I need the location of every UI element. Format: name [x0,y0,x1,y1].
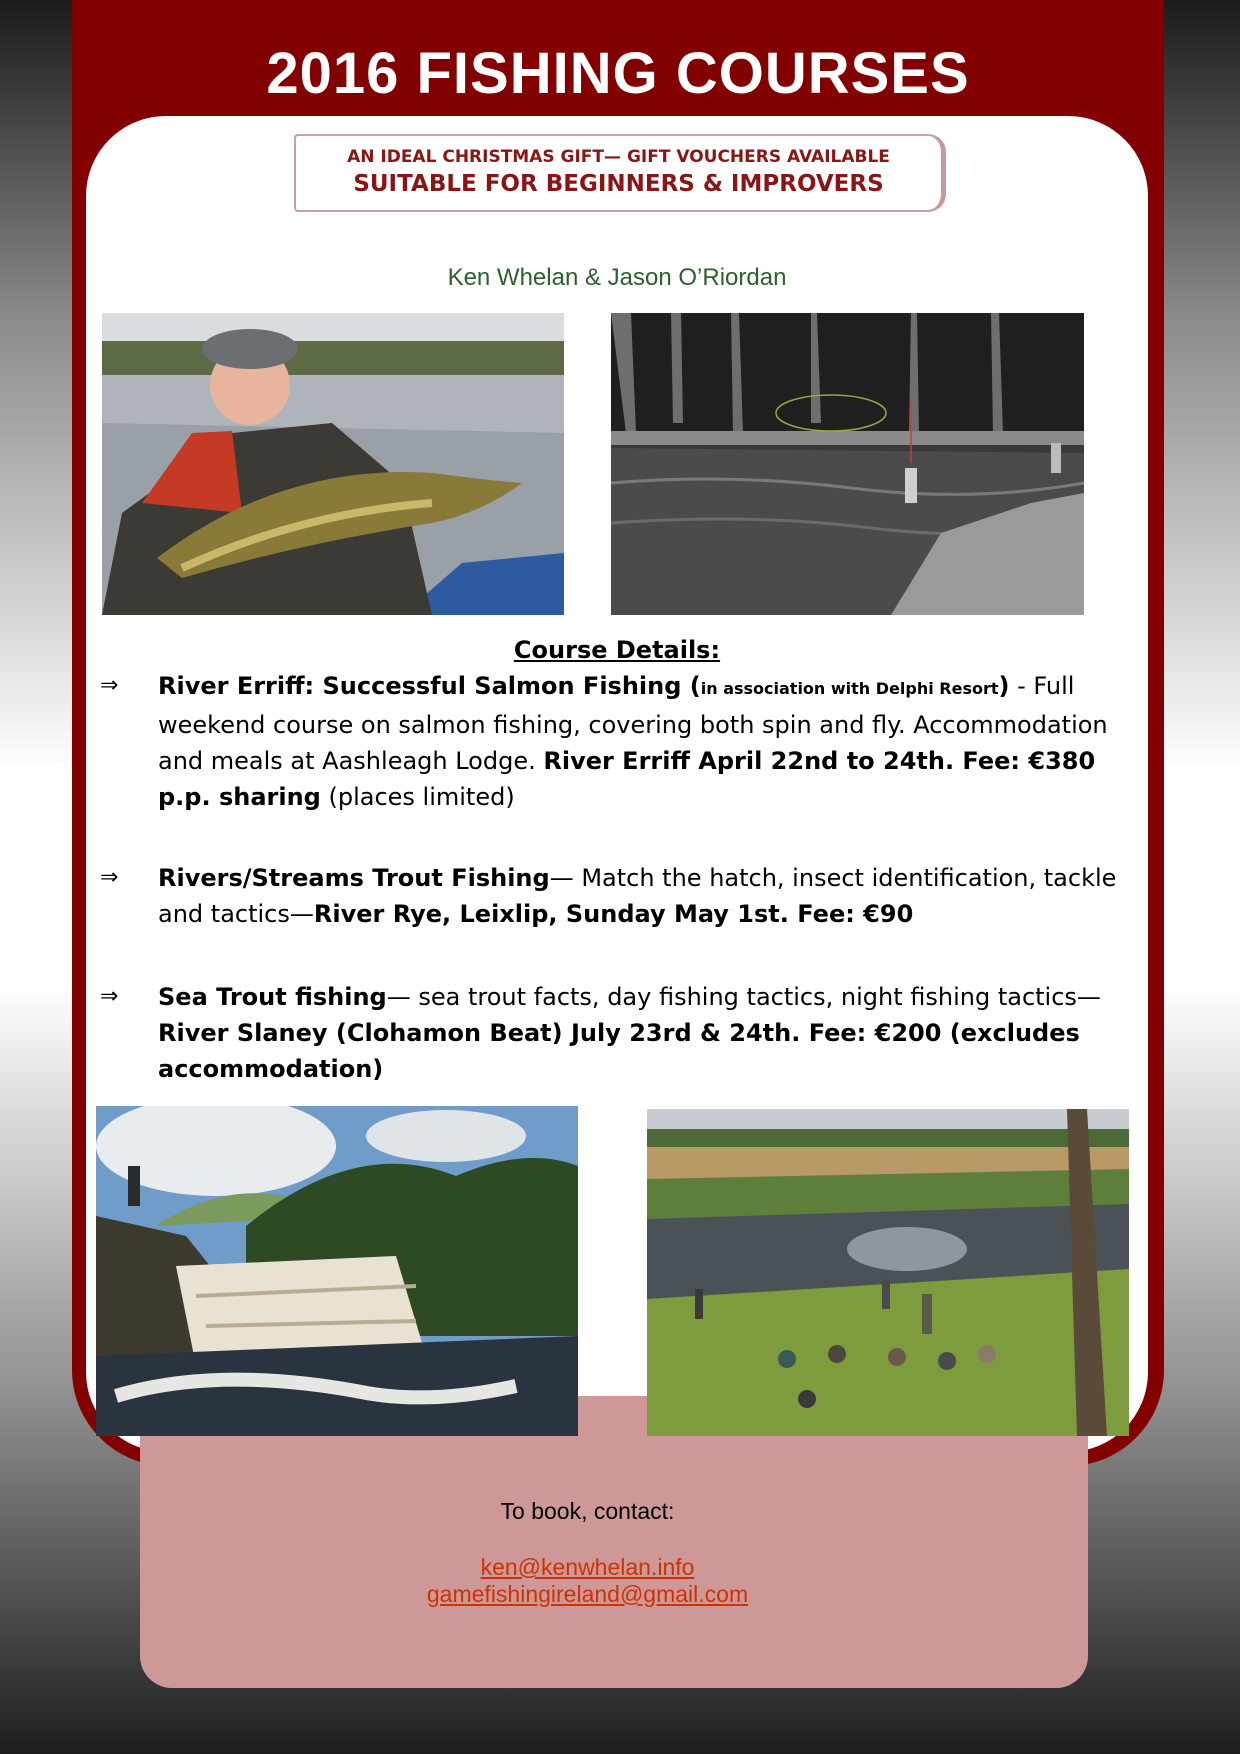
photo-man-with-trout [102,313,564,615]
contact-label: To book, contact: [500,1498,675,1524]
course-title: Sea Trout fishing [158,983,387,1011]
course-suffix: (places limited) [320,783,515,811]
course-details-heading: Course Details: [513,636,721,664]
photo-river-fly-casting [611,313,1084,615]
email-link-gamefishing[interactable]: gamefishingireland@gmail.com [426,1581,749,1607]
arrow-icon: ⇒ [100,984,119,1009]
arrow-icon: ⇒ [100,673,119,698]
course-title: Rivers/Streams Trout Fishing [158,864,550,892]
email-link-ken[interactable]: ken@kenwhelan.info [480,1554,695,1580]
course-description: - Full weekend course on salmon fishing, covering both spin and fly. Accommodation and meals at Aashleagh Lodge. [158,672,1108,775]
gift-banner [294,134,946,212]
course-description: — sea trout facts, day fishing tactics, night fishing tactics— [386,983,1101,1011]
course-note: in association with Delphi Resort [700,679,999,698]
gift-voucher-line: AN IDEAL CHRISTMAS GIFT— GIFT VOUCHERS AVAILABLE [347,147,890,167]
photo-waterfall [96,1106,578,1436]
course-item-erriff [96,668,1146,815]
course-details: River Erriff April 22nd to 24th. Fee: €380 p.p. sharing [158,747,1096,811]
course-title-close: ) [998,672,1010,700]
course-details: River Slaney (Clohamon Beat) July 23rd & 24th. Fee: €200 (excludes accommodation) [158,1019,1080,1083]
course-title: River Erriff: Successful Salmon Fishing ( [158,672,701,700]
course-item-sea-trout [96,979,1146,1087]
course-details: River Rye, Leixlip, Sunday May 1st. Fee: €90 [313,900,914,928]
page-title: 2016 FISHING COURSES [266,41,970,106]
course-item-trout [96,860,1146,932]
authors: Ken Whelan & Jason O’Riordan [447,264,787,291]
course-description: — Match the hatch, insect identification, tackle and tactics— [158,864,1117,928]
photo-group-riverbank [647,1109,1129,1436]
contact-box [140,1396,1088,1688]
arrow-icon: ⇒ [100,865,119,890]
audience-line: SUITABLE FOR BEGINNERS & IMPROVERS [353,171,884,197]
